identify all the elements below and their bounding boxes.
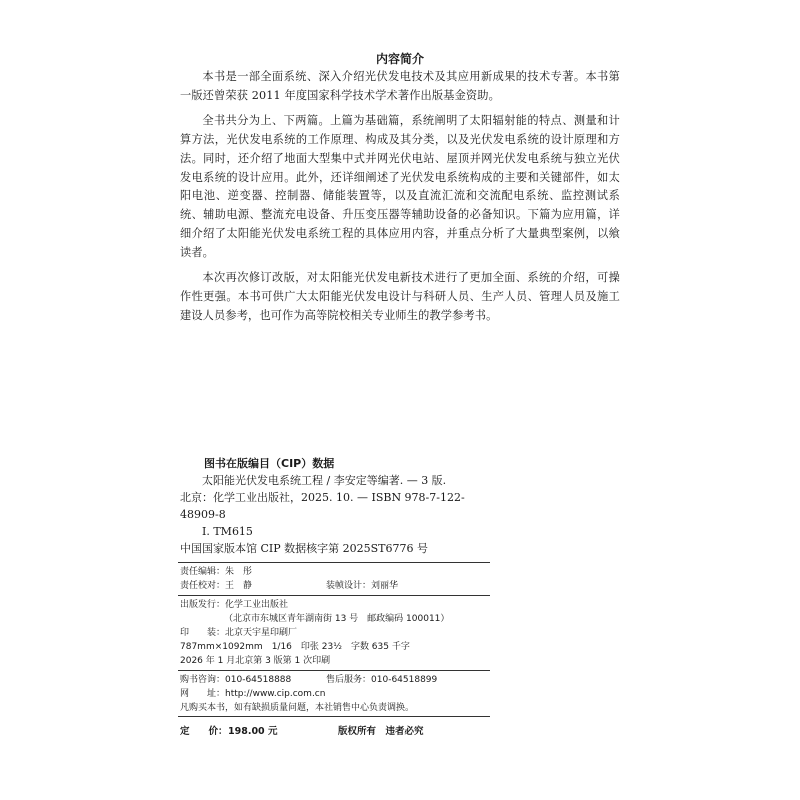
price-row <box>180 720 480 737</box>
issuer-row <box>180 599 288 611</box>
cip-line-isbn-end: 48909-8 <box>180 508 226 521</box>
service-row <box>326 674 437 686</box>
intro-body <box>180 68 620 332</box>
design-value: 刘丽华 <box>371 581 399 591</box>
consult-phone: 010-64518888 <box>225 675 292 685</box>
cip-title: 图书在版编目（CIP）数据 <box>204 457 335 470</box>
service-phone: 010-64518899 <box>371 675 438 685</box>
web-value: http://www.cip.com.cn <box>225 689 326 699</box>
consult-row <box>180 674 291 686</box>
intro-title: 内容简介 <box>375 52 424 66</box>
issuer-value: 化学工业出版社 <box>225 600 289 610</box>
address-row: （北京市东城区青年湖南街 13 号 邮政编码 100011） <box>224 614 450 624</box>
web-label: 网 址： <box>180 689 226 699</box>
editor-row <box>180 566 252 578</box>
price-label: 定 价： <box>180 726 228 737</box>
printer-label: 印 装： <box>180 628 226 638</box>
service-label: 售后服务： <box>326 675 372 685</box>
divider-2 <box>178 595 490 596</box>
edition-row: 2026 年 1 月北京第 3 版第 1 次印刷 <box>180 656 331 666</box>
web-row <box>180 688 325 700</box>
proof-row <box>180 580 252 592</box>
proof-label: 责任校对： <box>180 581 226 591</box>
design-label: 装帧设计： <box>326 581 372 591</box>
cip-line-record: 中国国家版本馆 CIP 数据核字第 2025ST6776 号 <box>180 542 429 555</box>
cip-line-classification: Ⅰ. TM615 <box>202 525 253 538</box>
cip-line-publisher: 北京：化学工业出版社，2025. 10. — ISBN 978-7-122- <box>180 491 465 504</box>
cip-line-title: 太阳能光伏发电系统工程 / 李安定等编著. — 3 版. <box>202 474 447 487</box>
notice-row: 凡购买本书，如有缺损质量问题，本社销售中心负责调换。 <box>180 703 415 713</box>
divider-1 <box>178 562 490 563</box>
rights-notice: 版权所有 违者必究 <box>338 726 424 737</box>
divider-4 <box>178 716 490 717</box>
price-value: 198.00 元 <box>228 726 278 737</box>
consult-label: 购书咨询： <box>180 675 226 685</box>
spec-row: 787mm×1092mm 1/16 印张 23½ 字数 635 千字 <box>180 642 410 652</box>
cip-block <box>180 472 480 557</box>
editor-value: 朱 彤 <box>225 567 253 577</box>
intro-paragraph-3: 本次再次修订改版，对太阳能光伏发电新技术进行了更加全面、系统的介绍，可操作性更强。本书可供广大太阳能光伏发电设计与科研人员、生产人员、管理人员及施工建设人员参考，也可作为高等院校相关专业师生的教学参考书。 <box>180 271 620 322</box>
issuer-label: 出版发行： <box>180 600 226 610</box>
printer-value: 北京天宇星印刷厂 <box>225 628 298 638</box>
divider-3 <box>178 670 490 671</box>
proof-value: 王 静 <box>225 581 253 591</box>
printer-row <box>180 627 297 639</box>
intro-paragraph-2: 全书共分为上、下两篇。上篇为基础篇，系统阐明了太阳辐射能的特点、测量和计算方法，光伏发电系统的工作原理、构成及其分类，以及光伏发电系统的设计原理和方法。同时，还介绍了地面大型集中式并网光伏电站、屋顶并网光伏发电系统与独立光伏发电系统的设计应用。此外，还详细阐述了光伏发电系统构成的主要和关键部件，如太阳电池、逆变器、控制器、储能装置等，以及直流汇流和交流配电系统、监控测试系统、辅助电源、整流充电设备、升压变压器等辅助设备的必备知识。下篇为应用篇，详细介绍了太阳能光伏发电系统工程的具体应用内容，并重点分析了大量典型案例，以飨读者。 <box>180 113 620 260</box>
intro-paragraph-1: 本书是一部全面系统、深入介绍光伏发电技术及其应用新成果的技术专著。本书第一版还曾荣获 2011 年度国家科学技术学术著作出版基金资助。 <box>180 70 620 102</box>
editor-label: 责任编辑： <box>180 567 226 577</box>
design-row <box>326 580 398 592</box>
